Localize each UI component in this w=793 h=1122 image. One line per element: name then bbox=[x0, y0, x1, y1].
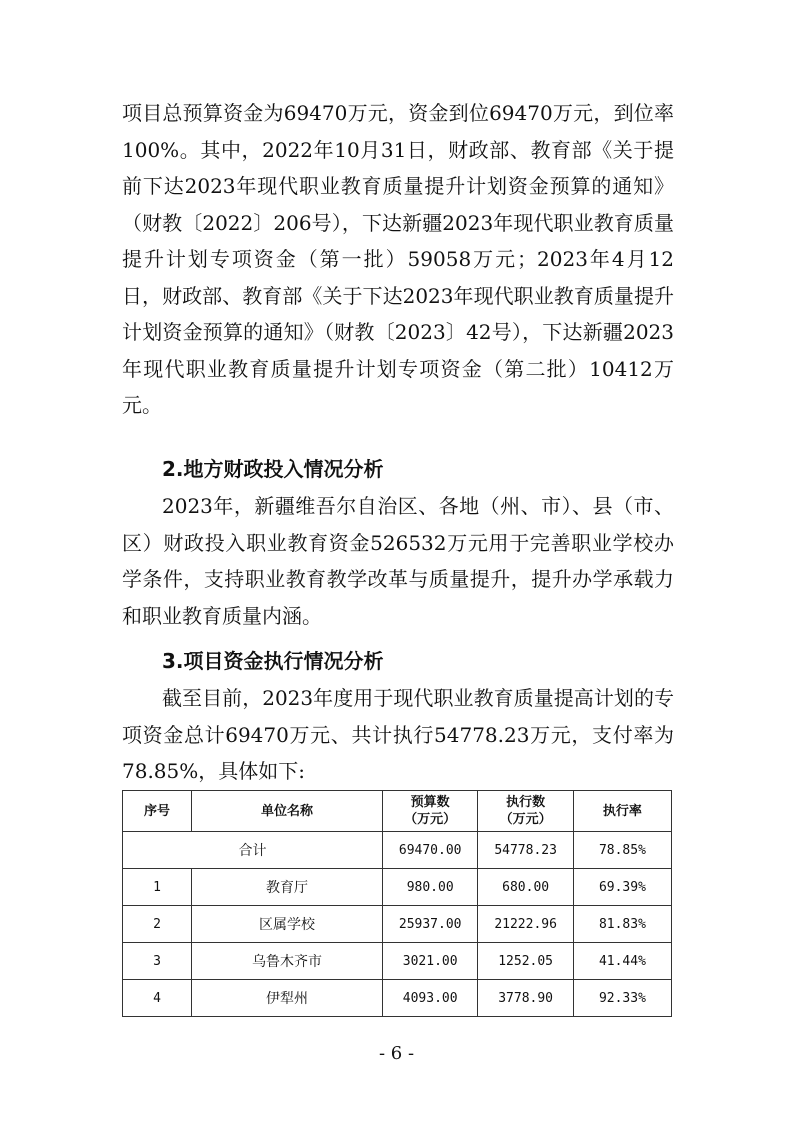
header-no: 序号 bbox=[123, 791, 192, 832]
row-unit-name: 区属学校 bbox=[192, 906, 383, 943]
total-rate: 78.85% bbox=[573, 832, 671, 869]
row-rate: 92.33% bbox=[573, 980, 671, 1017]
row-budget: 980.00 bbox=[382, 869, 477, 906]
row-budget: 25937.00 bbox=[382, 906, 477, 943]
row-executed: 1252.05 bbox=[478, 943, 573, 980]
header-budget-unit: （万元） bbox=[404, 812, 457, 827]
row-no: 2 bbox=[123, 906, 192, 943]
row-rate: 69.39% bbox=[573, 869, 671, 906]
row-executed: 680.00 bbox=[478, 869, 573, 906]
row-budget: 3021.00 bbox=[382, 943, 477, 980]
row-budget: 4093.00 bbox=[382, 980, 477, 1017]
row-unit-name: 教育厅 bbox=[192, 869, 383, 906]
header-budget bbox=[382, 791, 477, 832]
header-budget-label: 预算数 bbox=[410, 795, 450, 810]
header-rate: 执行率 bbox=[573, 791, 671, 832]
table-row bbox=[123, 869, 672, 906]
row-no: 4 bbox=[123, 980, 192, 1017]
page-number: - 6 - bbox=[378, 1043, 415, 1064]
total-executed: 54778.23 bbox=[478, 832, 573, 869]
paragraph-fund-execution: 截至目前，2023年度用于现代职业教育质量提高计划的专项资金总计69470万元、共计执行54778.23万元，支付率为78.85%，具体如下: bbox=[122, 686, 674, 783]
row-unit-name: 乌鲁木齐市 bbox=[192, 943, 383, 980]
row-rate: 81.83% bbox=[573, 906, 671, 943]
total-budget: 69470.00 bbox=[382, 832, 477, 869]
section-heading-local-finance: 2.地方财政投入情况分析 bbox=[162, 457, 384, 481]
table-row-total bbox=[123, 832, 672, 869]
paragraph-local-finance: 2023年，新疆维吾尔自治区、各地（州、市）、县（市、区）财政投入职业教育资金526532万元用于完善职业学校办学条件，支持职业教育教学改革与质量提升，提升办学承载力和职业教育质量内涵。 bbox=[122, 494, 674, 628]
row-no: 3 bbox=[123, 943, 192, 980]
header-executed-unit: （万元） bbox=[499, 812, 552, 827]
total-label: 合计 bbox=[123, 832, 383, 869]
section-heading-fund-execution: 3.项目资金执行情况分析 bbox=[162, 649, 384, 673]
table-row bbox=[123, 943, 672, 980]
row-executed: 21222.96 bbox=[478, 906, 573, 943]
row-unit-name: 伊犁州 bbox=[192, 980, 383, 1017]
table-row bbox=[123, 980, 672, 1017]
header-executed-label: 执行数 bbox=[506, 795, 546, 810]
table-header-row bbox=[123, 791, 672, 832]
row-rate: 41.44% bbox=[573, 943, 671, 980]
row-no: 1 bbox=[123, 869, 192, 906]
execution-table bbox=[122, 790, 672, 1017]
paragraph-budget-funds: 项目总预算资金为69470万元，资金到位69470万元，到位率100%。其中，2022年10月31日，财政部、教育部《关于提前下达2023年现代职业教育质量提升计划资金预算的通知》（财教〔2022〕206号），下达新疆2023年现代职业教育质量提升计划专项资金（第一批）59058万元；2023年4月12日，财政部、教育部《关于下达2023年现代职业教育质量提升计划资金预算的通知》（财教〔2023〕42号），下达新疆2023年现代职业教育质量提升计划专项资金（第二批）10412万元。 bbox=[122, 101, 674, 417]
table-row bbox=[123, 906, 672, 943]
header-unit-name: 单位名称 bbox=[192, 791, 383, 832]
header-executed bbox=[478, 791, 573, 832]
row-executed: 3778.90 bbox=[478, 980, 573, 1017]
